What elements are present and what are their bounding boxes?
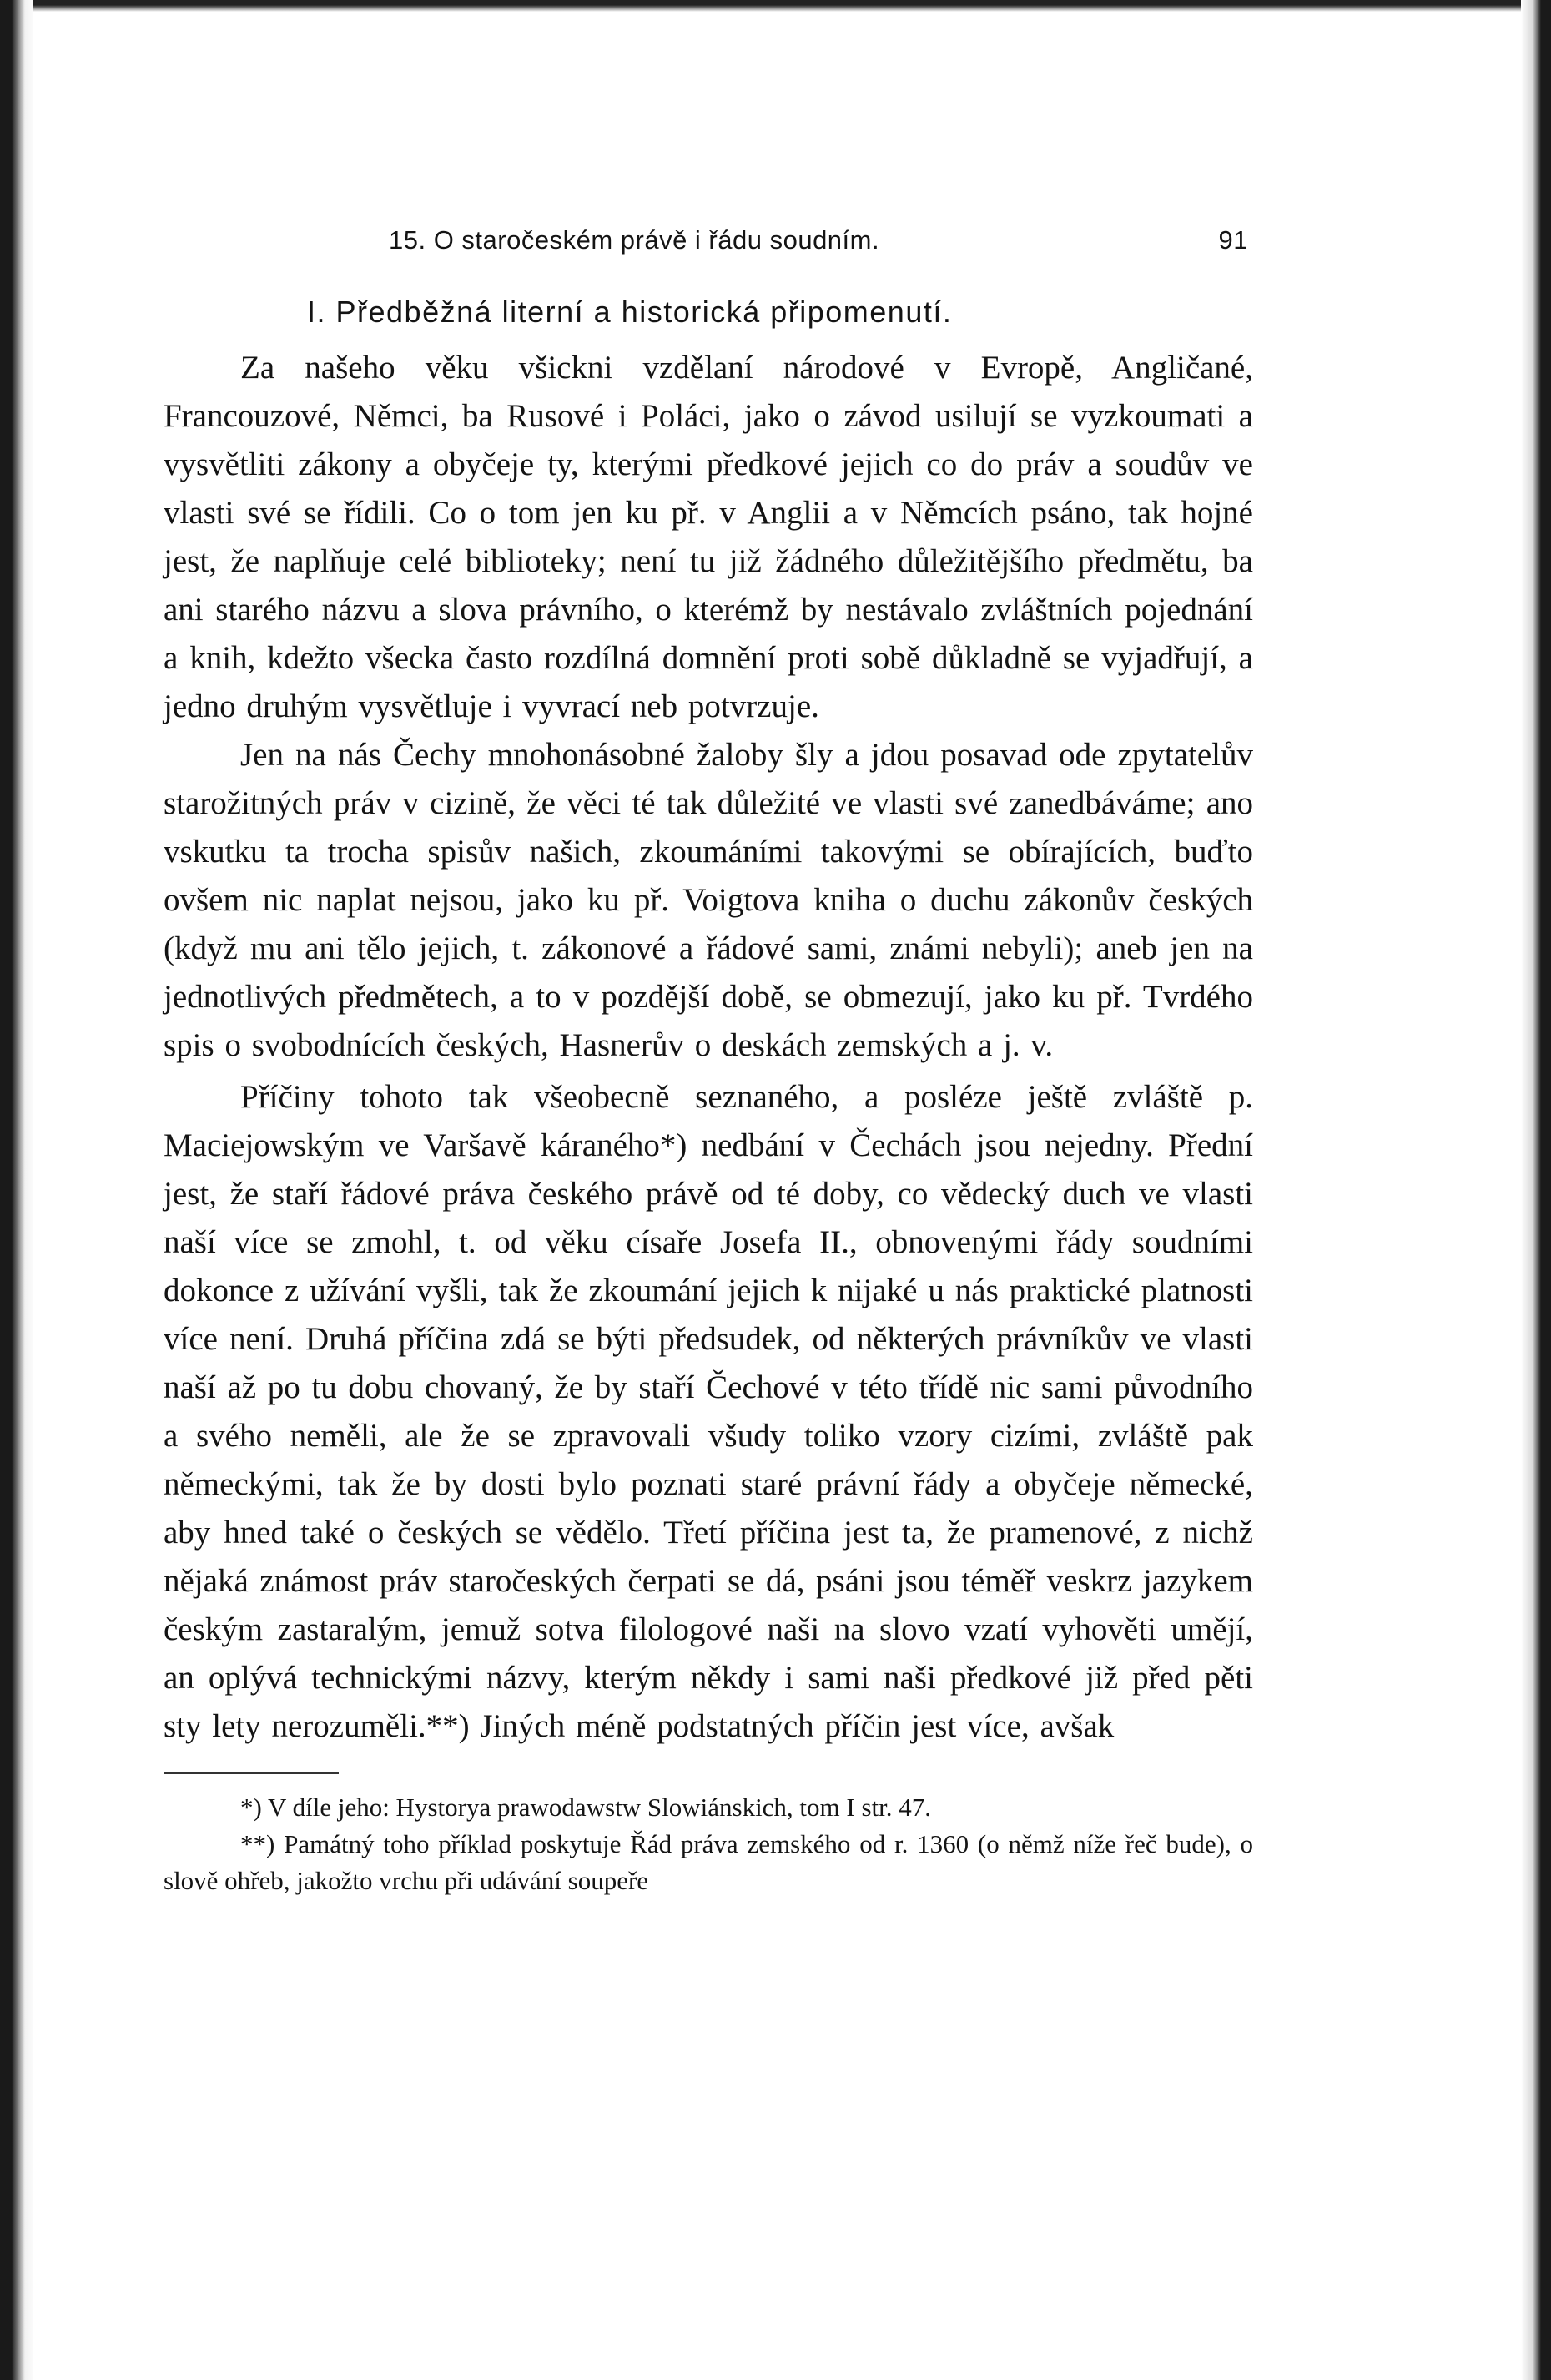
footnote-2: **) Památný toho příklad poskytuje Řád práva zemského od r. 1360 (o němž níže řeč bude), o slově ohřeb, jakožto vrchu při udávání soupeře: [164, 1829, 1253, 1895]
scan-right-edge: [1521, 0, 1551, 2380]
running-title: 15. O staročeském právě i řádu soudním.: [389, 225, 880, 255]
paragraph-2: Jen na nás Čechy mnohonásobné žaloby šly a jdou posavad ode zpytatelův starožitných práv v cizině, že věci té tak důležité ve vlasti své zanedbáváme; ano vskutku ta trocha spisův našich, zkoumáními takovými se obírajících, buďto ovšem nic naplat nejsou, jako ku př. Voigtova kniha o duchu zákonův českých (když mu ani tělo jejich, t. zákonové a řádové sami, známi nebyli); aneb jen na jednotlivých předmětech, a to v pozdější době, se obmezují, jako ku př. Tvrdého spis o svobodnících českých, Hasnerův o deskách zemských a j. v.: [164, 737, 1253, 1063]
paragraph-1: Za našeho věku všickni vzdělaní národové v Evropě, Angličané, Francouzové, Němci, ba Rusové i Poláci, jako o závod usilují se vyzkoumati a vysvětliti zákony a obyčeje ty, kterými předkové jejich co do práv a soudův ve vlasti své se řídili. Co o tom jen ku př. v Anglii a v Němcích psáno, tak hojné jest, že naplňuje celé biblioteky; není tu již žádného důležitějšího předmětu, ba ani starého názvu a slova právního, o kterémž by nestávalo zvláštních pojednání a knih, kdežto všecka často rozdílná domnění proti sobě důkladně se vyjadřují, a jedno druhým vysvětluje i vyvrací neb potvrzuje.: [164, 350, 1253, 724]
paragraph-3: Příčiny tohoto tak všeobecně seznaného, a posléze ještě zvláště p. Maciejowským ve Varšavě káraného*) nedbání v Čechách jsou nejedny. Přední jest, že staří řádové práva českého právě od té doby, co vědecký duch ve vlasti naší více se zmohl, t. od věku císaře Josefa II., obnovenými řády soudními dokonce z užívání vyšli, tak že zkoumání jejich k nijaké u nás praktické platnosti více není. Druhá příčina zdá se býti předsudek, od některých právníkův ve vlasti naší až po tu dobu chovaný, že by staří Čechové v této třídě nic sami původního a svého neměli, ale že se zpravovali všudy toliko vzory cizími, zvláště pak německými, tak že by dosti bylo poznati staré právní řády a obyčeje německé, aby hned také o českých se vědělo. Třetí příčina jest ta, že pramenové, z nichž nějaká známost práv staročeských čerpati se dá, psáni jsou téměř veskrz jazykem českým zastaralým, jemuž sotva filologové naši na slovo vzatí vyhověti umějí, an oplývá technickými názvy, kterým někdy i sami naši předkové již před pěti sty lety nerozuměli.**) Jiných méně podstatných příčin jest více, avšak: [164, 1079, 1253, 1744]
footnote-divider: [164, 1772, 339, 1774]
footnote-1: *) V díle jeho: Hystorya prawodawstw Slowiánskich, tom I str. 47.: [240, 1793, 932, 1822]
running-head: [164, 225, 1253, 275]
scan-top-edge: [0, 0, 1551, 12]
section-title: I. Předběžná literní a historická připomenutí.: [307, 295, 953, 329]
book-page: [164, 225, 1253, 1899]
page-number: 91: [1218, 225, 1248, 255]
scan-left-edge: [0, 0, 33, 2380]
